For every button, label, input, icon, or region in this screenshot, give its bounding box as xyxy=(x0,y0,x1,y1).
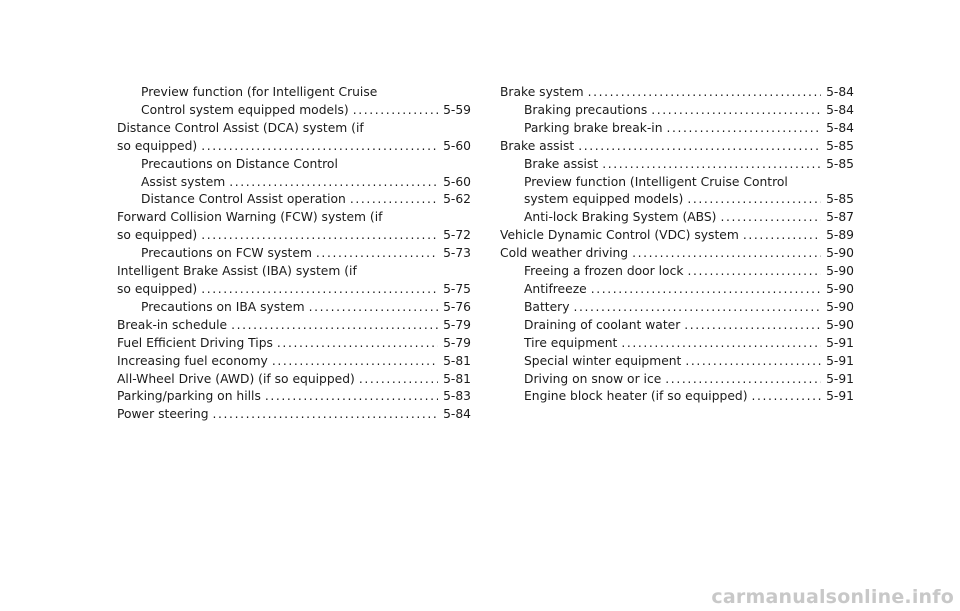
dot-leader xyxy=(201,281,438,299)
toc-entry-title: Draining of coolant water xyxy=(524,317,681,332)
toc-page-number: 5-91 xyxy=(826,335,854,350)
toc-page-number: 5-60 xyxy=(443,174,471,189)
toc-entry-title: Engine block heater (if so equipped) xyxy=(524,389,748,404)
toc-entry-title: Control system equipped models) xyxy=(141,102,349,117)
toc-entry-title: Power steering xyxy=(117,407,209,422)
dot-leader xyxy=(684,317,821,335)
dot-leader xyxy=(743,227,821,245)
dot-leader xyxy=(720,209,821,227)
toc-entry[interactable] xyxy=(117,263,471,299)
toc-entry[interactable] xyxy=(500,227,854,245)
dot-leader xyxy=(651,102,821,120)
toc-entry-title: so equipped) xyxy=(117,138,198,153)
toc-entry-title: Break-in schedule xyxy=(117,317,228,332)
toc-entry-title: so equipped) xyxy=(117,228,198,243)
toc-entry-title: Parking brake break-in xyxy=(524,120,663,135)
dot-leader xyxy=(752,388,822,406)
toc-entry[interactable] xyxy=(117,120,471,156)
toc-entry-title: Special winter equipment xyxy=(524,353,682,368)
toc-entry[interactable] xyxy=(117,335,471,353)
toc-subentry[interactable] xyxy=(500,388,854,406)
toc-subentry[interactable] xyxy=(117,191,471,209)
toc-entry[interactable] xyxy=(500,138,854,156)
toc-page-number: 5-90 xyxy=(826,246,854,261)
toc-page-number: 5-89 xyxy=(826,228,854,243)
toc-entry-title: Parking/parking on hills xyxy=(117,389,261,404)
toc-entry-title: All-Wheel Drive (AWD) (if so equipped) xyxy=(117,371,355,386)
toc-entry-title: Freeing a frozen door lock xyxy=(524,264,684,279)
toc-page-number: 5-87 xyxy=(826,210,854,225)
toc-page-number: 5-84 xyxy=(443,407,471,422)
dot-leader xyxy=(201,227,438,245)
toc-entry-title: system equipped models) xyxy=(524,192,684,207)
toc-page-number: 5-85 xyxy=(826,156,854,171)
toc-page-number: 5-90 xyxy=(826,281,854,296)
toc-page-number: 5-85 xyxy=(826,192,854,207)
toc-entry-title: Precautions on IBA system xyxy=(141,299,305,314)
dot-leader xyxy=(687,191,821,209)
toc-page-number: 5-84 xyxy=(826,85,854,99)
dot-leader xyxy=(277,335,438,353)
dot-leader xyxy=(621,335,821,353)
toc-subentry[interactable] xyxy=(500,102,854,120)
dot-leader xyxy=(667,120,822,138)
dot-leader xyxy=(353,102,438,120)
toc-subentry[interactable] xyxy=(117,84,471,120)
toc-subentry[interactable] xyxy=(117,245,471,263)
toc-entry[interactable] xyxy=(117,406,471,424)
toc-entry-title: so equipped) xyxy=(117,281,198,296)
toc-subentry[interactable] xyxy=(500,299,854,317)
toc-entry[interactable] xyxy=(117,317,471,335)
toc-page-number: 5-81 xyxy=(443,371,471,386)
toc-page-number: 5-90 xyxy=(826,264,854,279)
toc-subentry[interactable] xyxy=(500,263,854,281)
toc-page-number: 5-84 xyxy=(826,120,854,135)
toc-entry-title: Increasing fuel economy xyxy=(117,353,268,368)
toc-entry-title: Brake assist xyxy=(500,138,575,153)
toc-entry-title: Preview function (Intelligent Cruise Control xyxy=(524,174,788,189)
toc-entry-title: Distance Control Assist operation xyxy=(141,192,346,207)
toc-entry-title: Precautions on Distance Control xyxy=(141,156,338,171)
toc-left-column xyxy=(117,84,471,424)
toc-subentry[interactable] xyxy=(500,335,854,353)
toc-page-number: 5-83 xyxy=(443,389,471,404)
toc-subentry[interactable] xyxy=(500,353,854,371)
toc-page-number: 5-79 xyxy=(443,317,471,332)
toc-entry-title: Braking precautions xyxy=(524,102,648,117)
toc-entry-title: Fuel Efficient Driving Tips xyxy=(117,335,273,350)
toc-entry[interactable] xyxy=(500,245,854,263)
toc-page-number: 5-62 xyxy=(443,192,471,207)
toc-entry-title: Intelligent Brake Assist (IBA) system (if xyxy=(117,264,357,279)
dot-leader xyxy=(591,281,821,299)
toc-page-number: 5-79 xyxy=(443,335,471,350)
toc-page-number: 5-91 xyxy=(826,389,854,404)
dot-leader xyxy=(213,406,439,424)
toc-entry-title: Vehicle Dynamic Control (VDC) system xyxy=(500,228,739,243)
dot-leader xyxy=(309,299,439,317)
toc-entry-title: Battery xyxy=(524,299,570,314)
watermark: carmanualsonline.info xyxy=(711,586,954,608)
toc-page-number: 5-72 xyxy=(443,228,471,243)
toc-page-number: 5-81 xyxy=(443,353,471,368)
toc-subentry[interactable] xyxy=(500,281,854,299)
toc-entry[interactable] xyxy=(500,84,854,102)
toc-page-number: 5-59 xyxy=(443,102,471,117)
dot-leader xyxy=(588,84,821,102)
toc-page-number: 5-75 xyxy=(443,281,471,296)
toc-page-number: 5-91 xyxy=(826,353,854,368)
toc-entry-title: Antifreeze xyxy=(524,281,587,296)
toc-entry-title: Forward Collision Warning (FCW) system (if xyxy=(117,210,383,225)
toc-subentry[interactable] xyxy=(500,120,854,138)
toc-entry[interactable] xyxy=(117,353,471,371)
toc-subentry[interactable] xyxy=(500,156,854,174)
dot-leader xyxy=(665,371,821,389)
dot-leader xyxy=(632,245,821,263)
toc-page-number: 5-76 xyxy=(443,299,471,314)
dot-leader xyxy=(359,371,438,389)
toc-entry-title: Precautions on FCW system xyxy=(141,246,312,261)
dot-leader xyxy=(265,388,438,406)
dot-leader xyxy=(687,263,821,281)
dot-leader xyxy=(316,245,438,263)
dot-leader xyxy=(350,191,438,209)
toc-entry-title: Preview function (for Intelligent Cruise xyxy=(141,85,378,99)
toc-subentry[interactable] xyxy=(500,371,854,389)
dot-leader xyxy=(231,317,438,335)
toc-page-number: 5-60 xyxy=(443,138,471,153)
toc-subentry[interactable] xyxy=(117,156,471,192)
toc-page-number: 5-85 xyxy=(826,138,854,153)
toc-entry-title: Assist system xyxy=(141,174,226,189)
dot-leader xyxy=(229,174,438,192)
toc-entry-title: Driving on snow or ice xyxy=(524,371,662,386)
toc-entry-title: Brake assist xyxy=(524,156,599,171)
toc-entry[interactable] xyxy=(117,371,471,389)
dot-leader xyxy=(272,353,438,371)
toc-subentry[interactable] xyxy=(117,299,471,317)
toc-page-number: 5-84 xyxy=(826,102,854,117)
toc-subentry[interactable] xyxy=(500,174,854,210)
toc-page-number: 5-90 xyxy=(826,317,854,332)
dot-leader xyxy=(602,156,821,174)
toc-page-number: 5-91 xyxy=(826,371,854,386)
toc-entry[interactable] xyxy=(117,209,471,245)
dot-leader xyxy=(574,299,822,317)
dot-leader xyxy=(685,353,821,371)
dot-leader xyxy=(201,138,438,156)
toc-subentry[interactable] xyxy=(500,209,854,227)
toc-entry-title: Distance Control Assist (DCA) system (if xyxy=(117,120,364,135)
dot-leader xyxy=(578,138,821,156)
toc-entry[interactable] xyxy=(117,388,471,406)
toc-entry-title: Brake system xyxy=(500,85,584,99)
toc-subentry[interactable] xyxy=(500,317,854,335)
toc-entry-title: Cold weather driving xyxy=(500,246,629,261)
toc-entry-title: Anti-lock Braking System (ABS) xyxy=(524,210,717,225)
toc-right-column xyxy=(500,84,854,406)
toc-entry-title: Tire equipment xyxy=(524,335,618,350)
toc-page-number: 5-90 xyxy=(826,299,854,314)
toc-page-number: 5-73 xyxy=(443,246,471,261)
